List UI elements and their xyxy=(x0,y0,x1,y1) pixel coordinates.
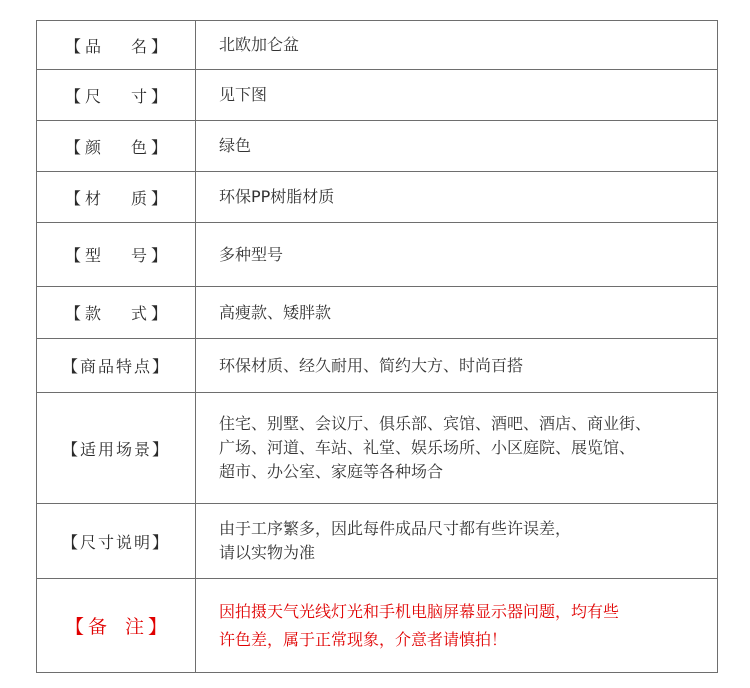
label-char: 名 xyxy=(130,36,147,56)
value-cell xyxy=(196,121,718,172)
value-line: 多种型号 xyxy=(219,244,284,264)
label-char: 备 xyxy=(88,616,108,638)
label-char: 寸 xyxy=(130,86,147,106)
note-line: 许色差，属于正常现象，介意者请慎拍！ xyxy=(219,629,508,649)
value-line: 见下图 xyxy=(219,85,268,104)
label-cell: 【 颜 色 】 xyxy=(37,121,196,172)
value-line: 广场、河道、车站、礼堂、娱乐场所、小区庭院、展览馆、 xyxy=(219,438,636,457)
label-char: 注 xyxy=(124,616,144,638)
table-row xyxy=(37,223,718,287)
value-cell xyxy=(196,172,718,223)
value-cell xyxy=(196,339,718,393)
table-row xyxy=(37,287,718,339)
label-cell: 【 尺 寸 】 xyxy=(37,70,196,121)
label-char: 材 xyxy=(85,188,102,208)
label-cell: 【 型 号 】 xyxy=(37,223,196,287)
value-cell xyxy=(196,70,718,121)
product-spec-table xyxy=(36,20,718,673)
value-line: 环保PP树脂材质 xyxy=(219,187,335,206)
label-cell: 【 材 质 】 xyxy=(37,172,196,223)
value-line: 请以实物为准 xyxy=(219,543,316,562)
label-char: 款 xyxy=(85,304,102,323)
table-row xyxy=(37,339,718,393)
label-cell: 【 备 注 】 xyxy=(37,579,196,673)
label-char: 式 xyxy=(130,304,147,323)
label-cell xyxy=(37,339,196,393)
value-line: 超市、办公室、家庭等各种场合 xyxy=(219,462,444,481)
label-cell: 【 款 式 】 xyxy=(37,287,196,339)
label-cell xyxy=(37,393,196,504)
table-row xyxy=(37,579,718,673)
value-cell xyxy=(196,21,718,70)
value-line: 绿色 xyxy=(219,136,252,155)
label-char: 号 xyxy=(130,246,147,265)
label-char: 颜 xyxy=(85,137,102,157)
value-cell xyxy=(196,393,718,504)
value-cell xyxy=(196,504,718,579)
value-cell xyxy=(196,287,718,339)
value-line: 北欧加仑盆 xyxy=(219,35,300,54)
table-row xyxy=(37,70,718,121)
value-line: 由于工序繁多，因此每件成品尺寸都有些许误差， xyxy=(219,519,572,538)
table-row xyxy=(37,21,718,70)
value-line: 环保材质、经久耐用、简约大方、时尚百搭 xyxy=(219,355,524,375)
label-char: 型 xyxy=(85,246,102,265)
value-line: 住宅、别墅、会议厅、俱乐部、宾馆、酒吧、酒店、商业街、 xyxy=(219,414,652,433)
label-char: 品 xyxy=(85,36,102,56)
label-cell: 【 品 名 】 xyxy=(37,21,196,70)
table-row xyxy=(37,393,718,504)
label-char: 色 xyxy=(130,137,147,157)
label-char: 尺 xyxy=(85,86,102,106)
value-cell xyxy=(196,579,718,673)
value-line: 高瘦款、矮胖款 xyxy=(219,302,332,322)
row-label: 【尺寸说明】 xyxy=(61,532,170,552)
label-char: 质 xyxy=(130,188,147,208)
row-label: 【商品特点】 xyxy=(61,357,170,376)
note-line: 因拍摄天气光线灯光和手机电脑屏幕显示器问题，均有些 xyxy=(219,601,620,621)
value-cell xyxy=(196,223,718,287)
table-row xyxy=(37,172,718,223)
table-row xyxy=(37,121,718,172)
row-label: 【适用场景】 xyxy=(61,439,170,459)
table-row xyxy=(37,504,718,579)
label-cell xyxy=(37,504,196,579)
